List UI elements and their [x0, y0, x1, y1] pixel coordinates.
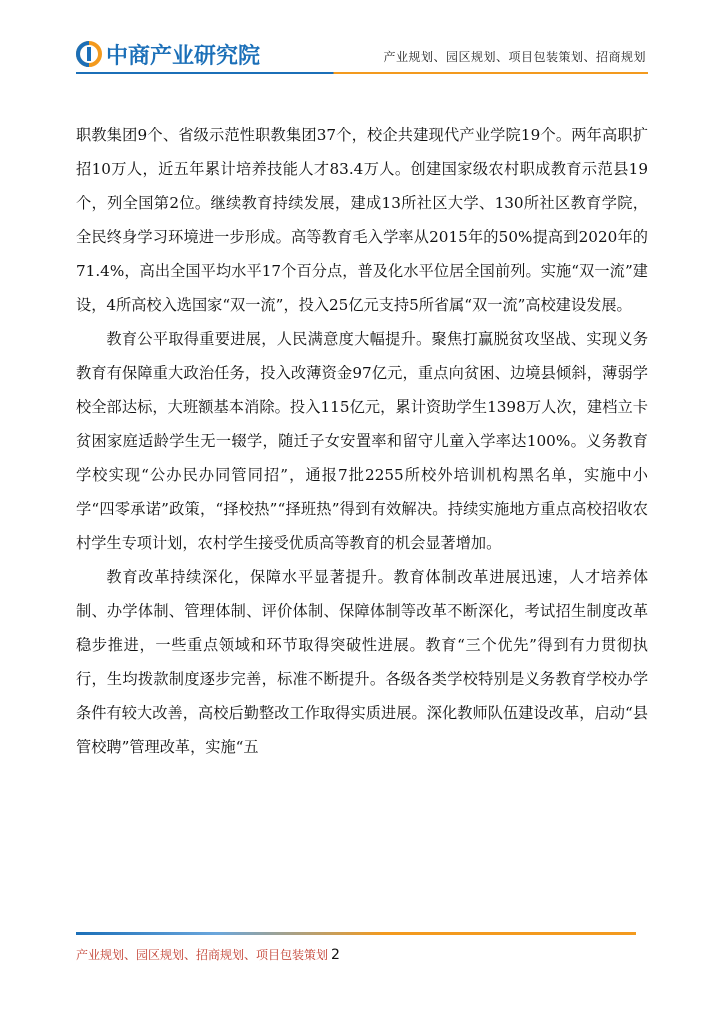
document-body: [76, 118, 648, 764]
paragraph-education-reform: 教育改革持续深化，保障水平显著提升。教育体制改革进展迅速，人才培养体制、办学体制、管理体制、评价体制、保障体制等改革不断深化，考试招生制度改革稳步推进，一些重点领域和环节取得突破性进展。教育“三个优先”得到有力贯彻执行，生均拨款制度逐步完善，标准不断提升。各级各类学校特别是义务教育学校办学条件有较大改善，高校后勤整改工作取得实质进展。深化教师队伍建设改革，启动“县管校聘”管理改革，实施“五: [76, 568, 648, 756]
page-number: 2: [331, 947, 340, 963]
logo-text: 中商产业研究院: [106, 43, 261, 69]
footer-tagline: 产业规划、园区规划、招商规划、项目包装策划: [76, 948, 329, 962]
paragraph-continued: 职教集团9个、省级示范性职教集团37个，校企共建现代产业学院19个。两年高职扩招10万人，近五年累计培养技能人才83.4万人。创建国家级农村职成教育示范县19个，列全国第2位。继续教育持续发展，建成13所社区大学、130所社区教育学院，全民终身学习环境进一步形成。高等教育毛入学率从2015年的50%提高到2020年的71.4%，高出全国平均水平17个百分点，普及化水平位居全国前列。实施“双一流”建设，4所高校入选国家“双一流”，投入25亿元支持5所省属“双一流”高校建设发展。: [76, 126, 648, 314]
page-header: [0, 0, 724, 80]
company-logo: [76, 40, 260, 68]
logo-mark-icon: [76, 41, 102, 67]
page-footer: [76, 946, 340, 963]
header-divider: [76, 72, 648, 74]
paragraph-education-equity: 教育公平取得重要进展，人民满意度大幅提升。聚焦打赢脱贫攻坚战、实现义务教育有保障重大政治任务，投入改薄资金97亿元，重点向贫困、边境县倾斜，薄弱学校全部达标，大班额基本消除。投入115亿元，累计资助学生1398万人次，建档立卡贫困家庭适龄学生无一辍学，随迁子女安置率和留守儿童入学率达100%。义务教育学校实现“公办民办同管同招”，通报7批2255所校外培训机构黑名单，实施中小学“四零承诺”政策，“择校热”“择班热”得到有效解决。持续实施地方重点高校招收农村学生专项计划，农村学生接受优质高等教育的机会显著增加。: [76, 330, 648, 552]
footer-divider: [76, 932, 636, 935]
header-tagline: 产业规划、园区规划、项目包装策划、招商规划: [383, 50, 646, 64]
